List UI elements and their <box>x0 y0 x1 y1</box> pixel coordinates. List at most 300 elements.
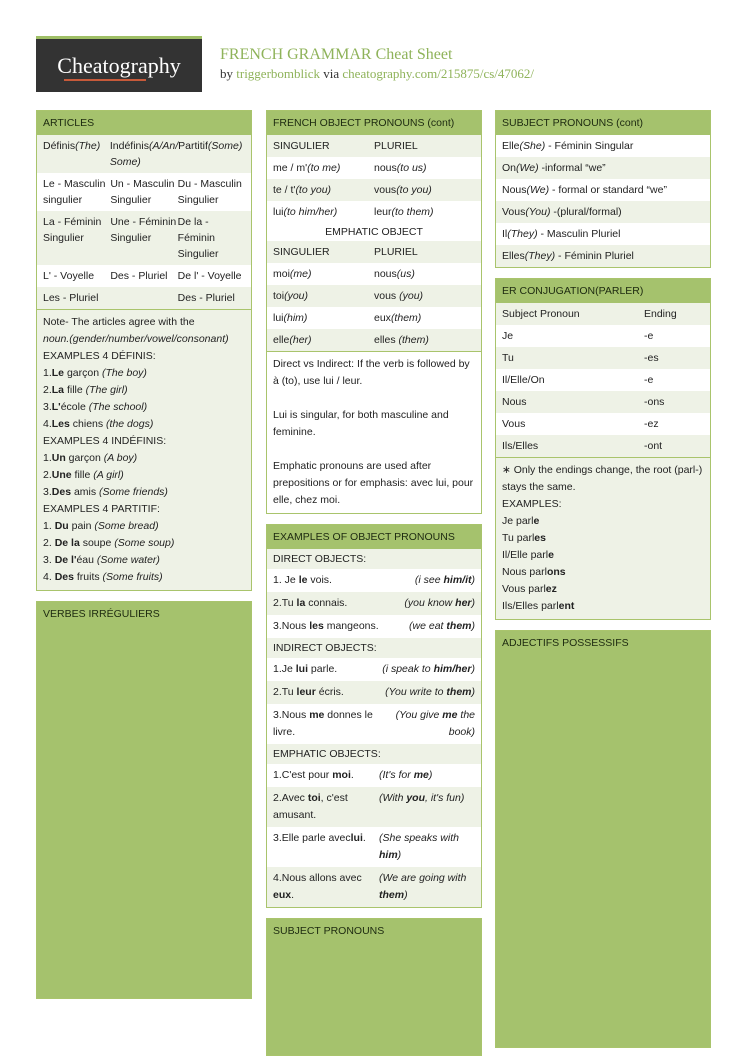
example-line <box>43 552 245 569</box>
example-line <box>43 484 245 501</box>
pronoun-word: leur <box>374 206 392 218</box>
ex-text: , c'est amusant. <box>273 792 348 821</box>
pronoun-word: eux <box>374 312 391 324</box>
ex-translation: (The girl) <box>85 384 128 396</box>
example-french <box>273 870 379 904</box>
ex-article: L' <box>51 401 61 413</box>
er-suffix: ez <box>545 583 557 595</box>
pronoun-word: me / m' <box>273 162 308 174</box>
ex-text: (It's for <box>379 769 414 781</box>
col-header-singulier: SINGULIER <box>273 140 330 152</box>
sp-desc: - Féminin Pluriel <box>555 250 634 262</box>
articles-cell: Un - Masculin Singulier <box>110 178 175 206</box>
pronoun-gloss: (us) <box>396 268 415 280</box>
pronoun-gloss: (to you) <box>295 184 332 196</box>
subject-pronoun-cell <box>502 204 704 220</box>
example-line <box>43 467 245 484</box>
articles-note-1: Note- The articles agree with the <box>43 316 195 328</box>
er-examples-list <box>502 513 704 615</box>
er-pronoun: Tu <box>502 352 514 364</box>
er-row <box>496 325 710 347</box>
pronoun-row <box>267 329 481 351</box>
subject-pronoun-row <box>496 245 710 267</box>
er-stem: Vous parl <box>502 583 546 595</box>
ex-num: 2. <box>43 537 55 549</box>
pronoun-row <box>267 201 481 223</box>
ex-text: vois. <box>307 574 332 586</box>
articles-row <box>37 287 251 309</box>
er-rows <box>496 325 710 457</box>
ex-noun: école <box>60 401 89 413</box>
ex-translation: (the dogs) <box>106 418 154 430</box>
ex-text: ) <box>404 889 408 901</box>
example-line <box>43 450 245 467</box>
column-1 <box>36 110 252 999</box>
example-line <box>43 365 245 382</box>
logo-text: Cheatography <box>57 53 181 78</box>
emph-rows <box>267 263 481 351</box>
subject-pronoun-row <box>496 157 710 179</box>
ex-definis-list <box>43 365 245 433</box>
sp-desc: -(plural/formal) <box>550 206 622 218</box>
ex-article: Du <box>54 520 69 532</box>
articles-cell-main: Définis <box>43 140 76 152</box>
ex-text: ) <box>471 663 475 675</box>
ex-text: 1.Je <box>273 663 296 675</box>
ex-text: 2.Avec <box>273 792 308 804</box>
er-conjugation-section <box>495 278 711 620</box>
ex-pronoun: moi <box>332 769 351 781</box>
er-pronoun: Vous <box>502 418 526 430</box>
articles-row <box>37 173 251 211</box>
ex-article: Le <box>51 367 65 379</box>
ex-pronoun: les <box>309 620 324 632</box>
articles-row <box>37 135 251 173</box>
col-header-pluriel: PLURIEL <box>374 140 418 152</box>
ex-text: ) <box>471 597 475 609</box>
subject-pronoun-row <box>496 201 710 223</box>
pronoun-word: toi <box>273 290 285 302</box>
er-row <box>496 435 710 457</box>
example-english <box>379 830 475 864</box>
pronoun-word: lui <box>273 312 284 324</box>
ex-num: 3. <box>43 554 55 566</box>
subject-pronouns-cont-section <box>495 110 711 268</box>
er-stem: Il/Elle parl <box>502 549 549 561</box>
pronoun-plural <box>374 204 475 220</box>
ex-pronoun: me <box>309 709 325 721</box>
ex-translation: (Some soup) <box>114 537 175 549</box>
ex-text: . <box>362 832 366 844</box>
pronoun-plural <box>374 160 475 176</box>
ex-num: 3. <box>43 486 52 498</box>
obj-note-1: Direct vs Indirect: If the verb is followed by à (to), use lui / leur. <box>273 358 470 387</box>
pronoun-word: nous <box>374 268 397 280</box>
er-pronoun: Nous <box>502 396 527 408</box>
articles-cell-main: Partitif <box>178 140 208 152</box>
articles-cell: La - Féminin Singulier <box>43 216 102 244</box>
pronoun-plural <box>374 310 475 326</box>
er-pronoun: Je <box>502 330 514 342</box>
pronoun-singular <box>273 182 374 198</box>
ex-definis-heading: EXAMPLES 4 DÉFINIS: <box>43 350 156 362</box>
er-stem: Je parl <box>502 515 534 527</box>
pronoun-singular <box>273 160 374 176</box>
pronoun-word: elle <box>273 334 290 346</box>
articles-title: ARTICLES <box>37 111 251 135</box>
articles-cell-main: Indéfinis <box>109 140 149 152</box>
er-ending: -ez <box>644 418 659 430</box>
emphatic-objects-list <box>267 764 481 907</box>
er-ending: -ont <box>644 440 663 452</box>
adjectifs-title: ADJECTIFS POSSESSIFS <box>502 637 629 649</box>
articles-cell: De l' - Voyelle <box>177 270 242 282</box>
ex-text: (you know <box>404 597 456 609</box>
er-col-header-pronoun: Subject Pronoun <box>502 308 580 320</box>
ex-text: (She speaks with <box>379 832 459 844</box>
adjectifs-possessifs-section <box>495 630 711 1048</box>
articles-cell-gloss: (A/An/ Some) <box>109 140 179 168</box>
example-french <box>273 572 379 589</box>
subject-pronoun-cell <box>502 226 704 242</box>
pronoun-singular <box>273 332 374 348</box>
ex-partitif-list <box>43 518 245 586</box>
via-label: via <box>320 66 343 81</box>
er-row <box>496 391 710 413</box>
articles-cell: Le - Masculin singulier <box>43 178 106 206</box>
ex-noun: amis <box>71 486 100 498</box>
column-3 <box>495 110 711 1048</box>
pronoun-singular <box>273 204 374 220</box>
articles-cell: De la - Féminin Singulier <box>177 216 219 260</box>
pronoun-row <box>267 285 481 307</box>
emphatic-object-heading: EMPHATIC OBJECT <box>325 226 423 238</box>
ex-pronoun: them <box>446 686 472 698</box>
pronoun-row <box>267 179 481 201</box>
example-line <box>43 518 245 535</box>
ex-noun: éau <box>76 554 97 566</box>
subject-pronouns-title: SUBJECT PRONOUNS <box>273 925 385 937</box>
pronoun-row <box>267 263 481 285</box>
ex-pronoun: toi <box>307 792 321 804</box>
sp-gloss: (They) <box>524 250 556 262</box>
example-french <box>273 595 379 612</box>
example-row <box>267 787 481 827</box>
pronoun-gloss: (me) <box>289 268 312 280</box>
ex-text: 1. Je <box>273 574 299 586</box>
ex-pronoun: lui <box>295 663 309 675</box>
example-row <box>267 615 481 638</box>
subject-pronoun-cell <box>502 160 704 176</box>
articles-cell <box>43 138 110 170</box>
sp-desc: - Féminin Singular <box>545 140 634 152</box>
er-notes <box>496 457 710 619</box>
example-english <box>379 707 475 741</box>
articles-cell: Des - Pluriel <box>177 292 235 304</box>
pronoun-singular <box>273 310 374 326</box>
obj-note-2: Lui is singular, for both masculine and feminine. <box>273 409 449 438</box>
er-examples-heading: EXAMPLES: <box>502 498 562 510</box>
obj-pron-header-row <box>267 135 481 157</box>
er-col-header-ending: Ending <box>644 308 677 320</box>
example-line <box>43 399 245 416</box>
ex-text: mangeons. <box>323 620 379 632</box>
ex-translation: (Some fruits) <box>102 571 163 583</box>
direct-objects-list <box>267 569 481 638</box>
by-label: by <box>220 66 237 81</box>
articles-cell-gloss: (Some) <box>207 140 243 152</box>
ex-article: Des <box>51 486 72 498</box>
articles-cell <box>178 138 245 170</box>
verbes-title: VERBES IRRÉGULIERS <box>43 608 160 620</box>
pronoun-gloss: (to you) <box>396 184 432 196</box>
ex-translation: (The school) <box>88 401 148 413</box>
articles-cell: Des - Pluriel <box>110 270 168 282</box>
column-2 <box>266 110 482 1056</box>
ex-noun: fille <box>64 384 86 396</box>
ex-text: (You write to <box>385 686 447 698</box>
articles-cell-gloss: (The) <box>75 140 101 152</box>
subject-pronoun-row <box>496 223 710 245</box>
obj-note-3: Emphatic pronouns are used after prepositions or for emphasis: avec lui, pour elle, chez moi. <box>273 460 474 506</box>
pronoun-gloss: (to us) <box>396 162 427 174</box>
pronoun-word: te / t' <box>273 184 296 196</box>
sp-desc: - Masculin Pluriel <box>537 228 621 240</box>
example-row <box>267 764 481 787</box>
ex-pronoun: him <box>379 849 398 861</box>
articles-cell: Les - Pluriel <box>43 292 99 304</box>
ex-text: (we eat <box>409 620 447 632</box>
er-stem: Ils/Elles parl <box>502 600 559 612</box>
er-row <box>496 413 710 435</box>
pronoun-plural <box>374 288 475 304</box>
ex-text: 3.Nous <box>273 620 310 632</box>
example-row <box>267 592 481 615</box>
ex-pronoun: you <box>406 792 425 804</box>
er-suffix: ent <box>558 600 575 612</box>
ex-text: . <box>291 889 295 901</box>
ex-text: . <box>350 769 354 781</box>
sp-word: On <box>502 162 517 174</box>
er-ending: -e <box>644 330 654 342</box>
indirect-objects-list <box>267 658 481 744</box>
er-suffix: es <box>534 532 546 544</box>
ex-num: 1. <box>43 520 55 532</box>
ex-pronoun: him/her <box>433 663 472 675</box>
ex-text: the book) <box>448 709 475 738</box>
ex-num: 2. <box>43 469 52 481</box>
ex-article: Des <box>54 571 74 583</box>
er-suffix: ons <box>546 566 566 578</box>
ex-partitif-heading: EXAMPLES 4 PARTITIF: <box>43 503 160 515</box>
ex-article: Les <box>51 418 70 430</box>
ex-noun: garçon <box>65 452 104 464</box>
ex-text: connais. <box>305 597 348 609</box>
example-line <box>43 416 245 433</box>
articles-notes <box>37 309 251 590</box>
pronoun-gloss: (him) <box>283 312 308 324</box>
sp-word: Il <box>502 228 508 240</box>
ex-text: ) <box>397 849 402 861</box>
sp-desc: -informal “we” <box>538 162 606 174</box>
ex-indefinis-heading: EXAMPLES 4 INDÉFINIS: <box>43 435 167 447</box>
pronoun-row <box>267 157 481 179</box>
ex-pronoun: leur <box>296 686 316 698</box>
pronoun-word: moi <box>273 268 290 280</box>
ex-text: donnes le livre. <box>273 709 373 738</box>
logo-underline <box>64 79 146 81</box>
ex-noun: pain <box>68 520 95 532</box>
er-ending: -es <box>644 352 659 364</box>
author-link[interactable]: triggerbomblick <box>236 66 321 81</box>
object-pronouns-section <box>266 110 482 514</box>
ex-num: 2. <box>43 384 52 396</box>
subject-pronoun-row <box>496 179 710 201</box>
obj-pron-notes <box>267 351 481 513</box>
ex-text: 2.Tu <box>273 686 297 698</box>
pronoun-gloss: (you) <box>284 290 309 302</box>
ex-num: 4. <box>43 571 55 583</box>
subject-pronouns-section <box>266 918 482 1056</box>
ex-translation: (A boy) <box>103 452 138 464</box>
er-example-line <box>502 581 704 598</box>
example-english <box>379 790 475 824</box>
pronoun-gloss: (them) <box>390 312 422 324</box>
er-example-line <box>502 547 704 564</box>
ex-text: ) <box>471 620 475 632</box>
er-example-line <box>502 530 704 547</box>
subject-pronoun-cell <box>502 138 704 154</box>
pronoun-row <box>267 307 481 329</box>
subject-pronoun-cell <box>502 182 704 198</box>
er-suffix: e <box>548 549 554 561</box>
ex-text: , it's fun) <box>425 792 465 804</box>
articles-cell: Du - Masculin Singulier <box>177 178 242 206</box>
page-title: FRENCH GRAMMAR Cheat Sheet <box>220 46 453 63</box>
articles-table <box>37 135 251 309</box>
pronoun-singular <box>273 288 374 304</box>
ex-article: De l' <box>54 554 77 566</box>
ex-text: (We are going with <box>379 872 467 884</box>
ex-text: parle. <box>308 663 338 675</box>
sp-gloss: (She) <box>519 140 546 152</box>
articles-cell: L' - Voyelle <box>43 270 95 282</box>
ex-text: (i speak to <box>382 663 434 675</box>
example-row <box>267 867 481 907</box>
ex-article: La <box>51 384 65 396</box>
er-pronoun: Il/Elle/On <box>502 374 545 386</box>
pronoun-plural <box>374 182 475 198</box>
pronoun-gloss: (her) <box>289 334 312 346</box>
ex-pronoun: her <box>455 597 472 609</box>
example-english <box>379 618 475 635</box>
sp-word: Nous <box>502 184 527 196</box>
ex-text: écris. <box>315 686 344 698</box>
ex-article: Un <box>51 452 66 464</box>
emphatic-objects-heading: EMPHATIC OBJECTS: <box>267 744 481 764</box>
byline <box>220 66 534 82</box>
er-stem: Tu parl <box>502 532 535 544</box>
sp-desc: - formal or standard “we” <box>549 184 667 196</box>
example-french <box>273 767 379 784</box>
ex-num: 4. <box>43 418 52 430</box>
ex-pronoun: them <box>379 889 405 901</box>
examples-object-pronouns-section <box>266 524 482 908</box>
sp-word: Elles <box>502 250 525 262</box>
example-row <box>267 569 481 592</box>
pronoun-plural <box>374 266 475 282</box>
er-ending: -ons <box>644 396 665 408</box>
pronoun-gloss: (them) <box>398 334 429 346</box>
example-french <box>273 707 379 741</box>
ex-translation: (Some friends) <box>99 486 168 498</box>
example-line <box>43 569 245 586</box>
subj-pron-cont-title: SUBJECT PRONOUNS (cont) <box>496 111 710 135</box>
example-french <box>273 684 379 701</box>
ex-article: De la <box>54 537 80 549</box>
er-example-line <box>502 564 704 581</box>
ex-num: 1. <box>43 367 52 379</box>
ex-noun: fruits <box>73 571 103 583</box>
example-french <box>273 661 379 678</box>
example-english <box>379 767 475 784</box>
subject-pronoun-cell <box>502 248 704 264</box>
er-note: ∗ Only the endings change, the root (parl-) stays the same. <box>502 464 703 493</box>
cheatography-logo[interactable] <box>36 36 202 92</box>
pronoun-word: elles <box>374 334 399 346</box>
articles-row <box>37 265 251 287</box>
ex-num: 3. <box>43 401 52 413</box>
pronoun-gloss: (to them) <box>391 206 434 218</box>
emph-header-row <box>267 241 481 263</box>
example-line <box>43 535 245 552</box>
er-example-line <box>502 513 704 530</box>
ex-pronoun: le <box>298 574 308 586</box>
ex-translation: (Some water) <box>96 554 160 566</box>
er-ending: -e <box>644 374 654 386</box>
ex-translation: (Some bread) <box>94 520 159 532</box>
articles-cell: Une - Féminin Singulier <box>110 216 177 244</box>
pronoun-plural <box>374 332 475 348</box>
ex-pronoun: eux <box>273 889 292 901</box>
articles-section <box>36 110 252 591</box>
articles-cell <box>110 290 177 306</box>
example-french <box>273 790 379 824</box>
pronoun-gloss: (to him/her) <box>283 206 338 218</box>
ex-text: 3.Nous <box>273 709 310 721</box>
example-row <box>267 681 481 704</box>
example-row <box>267 704 481 744</box>
example-english <box>379 572 475 589</box>
emph-col-header-singulier: SINGULIER <box>273 246 330 258</box>
indirect-objects-heading: INDIRECT OBJECTS: <box>267 638 481 658</box>
er-row <box>496 369 710 391</box>
ex-text: (With <box>379 792 407 804</box>
ex-text: ) <box>471 574 475 586</box>
pronoun-gloss: (to me) <box>307 162 341 174</box>
er-stem: Nous parl <box>502 566 547 578</box>
pronoun-singular <box>273 266 374 282</box>
url-link[interactable]: cheatography.com/215875/cs/47062/ <box>342 66 534 81</box>
sp-word: Vous <box>502 206 526 218</box>
subj-pron-rows <box>496 135 710 267</box>
sp-gloss: (They) <box>507 228 538 240</box>
er-suffix: e <box>533 515 540 527</box>
ex-text: 3.Elle parle avec <box>273 832 351 844</box>
pronoun-word: vous <box>374 184 397 196</box>
ex-pronoun: me <box>413 769 429 781</box>
examples-title: EXAMPLES OF OBJECT PRONOUNS <box>267 525 481 549</box>
